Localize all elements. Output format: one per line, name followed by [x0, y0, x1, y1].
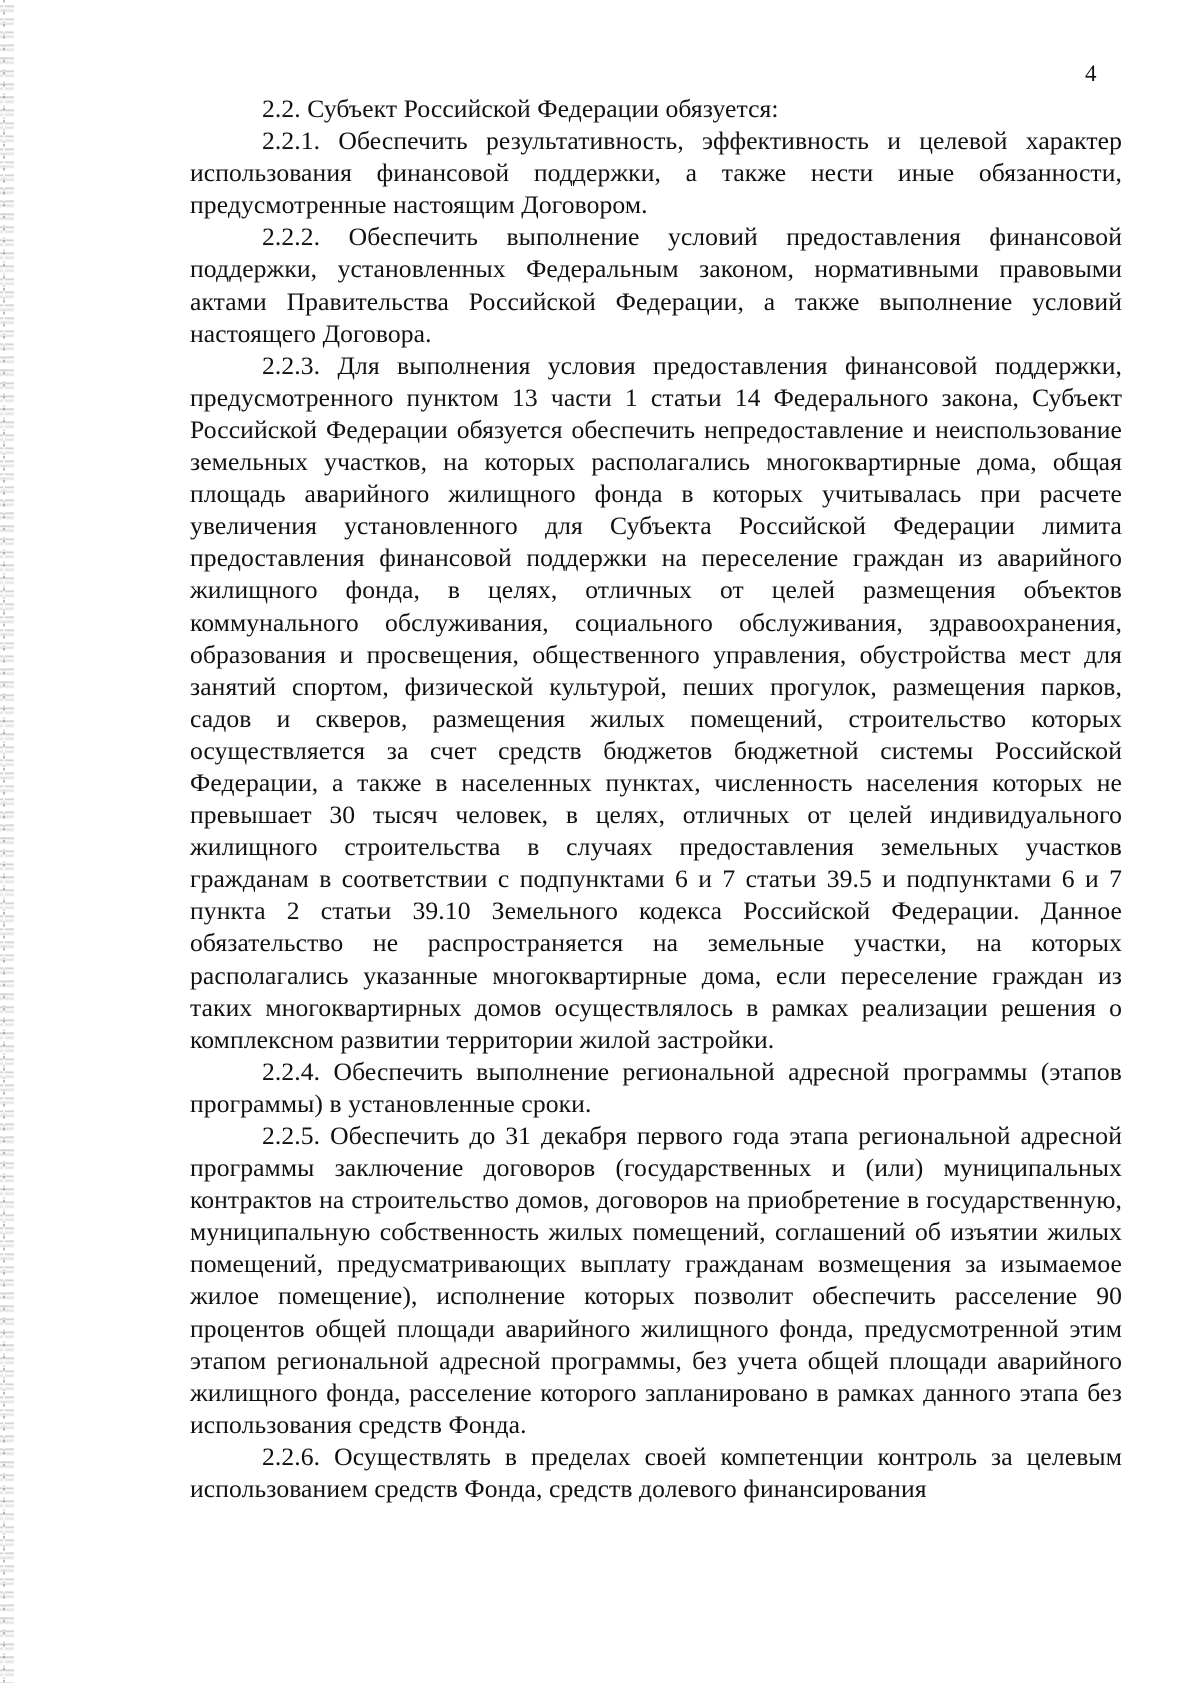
page-number: 4 [1085, 61, 1097, 86]
paragraph-2-2-6: 2.2.6. Осуществлять в пределах своей компетенции контроль за целевым использованием средств Фонда, средств долевого финансирования [190, 1441, 1122, 1504]
scan-edge-artifact [0, 0, 14, 1683]
paragraph-2-2-1: 2.2.1. Обеспечить результативность, эффективность и целевой характер использования финансовой поддержки, а также нести иные обязанности, предусмотренные настоящим Договором. [190, 126, 1122, 220]
paragraph-2-2-5: 2.2.5. Обеспечить до 31 декабря первого года этапа региональной адресной программы заключение договоров (государственных и (или) муниципальных контрактов на строительство домов, договоров на приобретение в государственную, муниципальную собственность жилых помещений, соглашений об изъятии жилых помещений, предусматривающих выплату гражданам возмещения за изымаемое жилое помещение), исполнение которых позволит обеспечить расселение 90 процентов общей площади аварийного жилищного фонда, предусмотренной этим этапом региональной адресной программы, без учета общей площади аварийного жилищного фонда, расселение которого запланировано в рамках данного этапа без использования средств Фонда. [190, 1121, 1122, 1439]
paragraph-2-2-3: 2.2.3. Для выполнения условия предоставления финансовой поддержки, предусмотренного пунктом 13 части 1 статьи 14 Федерального закона, Субъект Российской Федерации обязуется обеспечить непредоставление и неиспользование земельных участков, на которых располагались многоквартирные дома, общая площадь аварийного жилищного фонда в которых учитывалась при расчете увеличения установленного для Субъекта Российской Федерации лимита предоставления финансовой поддержки на переселение граждан из аварийного жилищного фонда, в целях, отличных от целей размещения объектов коммунального обслуживания, социального обслуживания, здравоохранения, образования и просвещения, общественного управления, обустройства мест для занятий спортом, физической культурой, пеших прогулок, размещения парков, садов и скверов, размещения жилых помещений, строительство которых осуществляется за счет средств бюджетов бюджетной системы Российской Федерации, а также в населенных пунктах, численность населения которых не превышает 30 тысяч человек, в целях, отличных от целей индивидуального жилищного строительства в случаях предоставления земельных участков гражданам в соответствии с подпунктами 6 и 7 статьи 39.5 и подпунктами 6 и 7 пункта 2 статьи 39.10 Земельного кодекса Российской Федерации. Данное обязательство не распространяется на земельные участки, на которых располагались указанные многоквартирные дома, если переселение граждан из таких многоквартирных домов осуществлялось в рамках реализации решения о комплексном развитии территории жилой застройки. [190, 350, 1122, 1054]
document-body [190, 93, 1122, 1505]
paragraph-2-2-4: 2.2.4. Обеспечить выполнение региональной адресной программы (этапов программы) в установленные сроки. [190, 1056, 1122, 1118]
paragraph-2-2-2: 2.2.2. Обеспечить выполнение условий предоставления финансовой поддержки, установленных Федеральным законом, нормативными правовыми актами Правительства Российской Федерации, а также выполнение условий настоящего Договора. [190, 222, 1122, 348]
paragraph-2-2: 2.2. Субъект Российской Федерации обязуется: [262, 94, 779, 123]
